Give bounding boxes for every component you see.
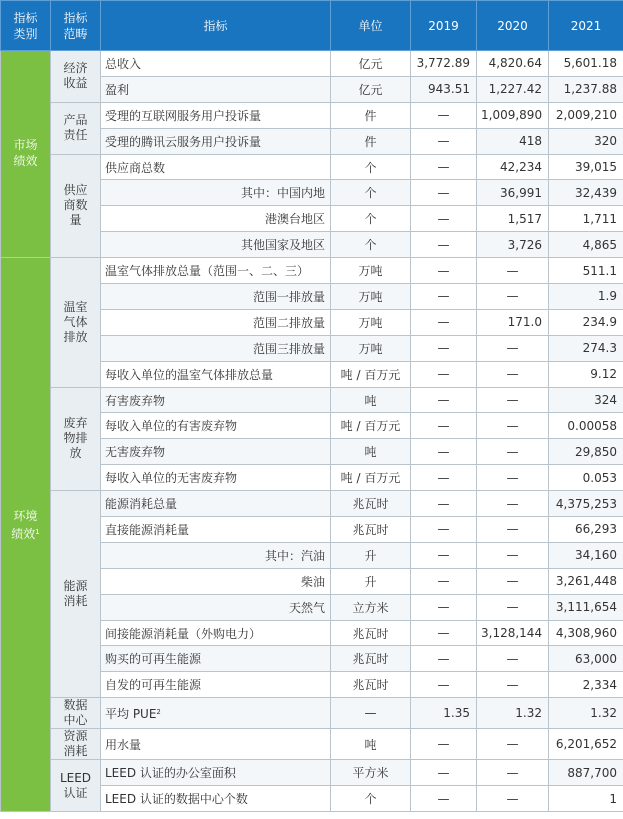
indicator-cell xyxy=(101,760,331,786)
indicator-label: 间接能源消耗量（外购电力） xyxy=(105,626,262,641)
value-cell-2020: — xyxy=(477,542,549,568)
value-cell-2021: 2,009,210 xyxy=(549,102,623,128)
value-cell-2021: 6,201,652 xyxy=(549,729,623,760)
table-row xyxy=(1,729,623,760)
scope-label: 经济 收益 xyxy=(63,61,88,91)
value-cell-2019: — xyxy=(411,672,477,698)
table-row xyxy=(1,154,623,180)
value-cell-2020: 1.32 xyxy=(477,698,549,729)
scope-cell-energy xyxy=(51,491,101,698)
indicator-cell xyxy=(101,128,331,154)
header-row xyxy=(1,1,623,51)
indicator-label: 其中：中国内地 xyxy=(240,186,325,201)
value-cell-2019: — xyxy=(411,128,477,154)
value-cell-2019: — xyxy=(411,284,477,310)
indicator-cell xyxy=(101,154,331,180)
unit-cell: 兆瓦时 xyxy=(331,620,411,646)
value-cell-2020: — xyxy=(477,760,549,786)
unit-cell: 平方米 xyxy=(331,760,411,786)
table-row xyxy=(1,760,623,786)
value-cell-2021: 2,334 xyxy=(549,672,623,698)
indicator-label: 购买的可再生能源 xyxy=(105,652,202,667)
value-cell-2020: 1,009,890 xyxy=(477,102,549,128)
value-cell-2019: 943.51 xyxy=(411,76,477,102)
header-2021: 2021 xyxy=(549,1,623,51)
indicator-label: 每收入单位的无害废弃物 xyxy=(105,471,238,486)
header-2020: 2020 xyxy=(477,1,549,51)
value-cell-2021: 320 xyxy=(549,128,623,154)
unit-cell: 亿元 xyxy=(331,51,411,77)
value-cell-2020: 1,227.42 xyxy=(477,76,549,102)
value-cell-2020: 42,234 xyxy=(477,154,549,180)
unit-cell: 吨 / 百万元 xyxy=(331,413,411,439)
scope-label: 数据 中心 xyxy=(63,698,88,728)
category-cell-market xyxy=(1,51,51,258)
value-cell-2021: 4,375,253 xyxy=(549,491,623,517)
indicator-cell xyxy=(101,491,331,517)
indicator-cell xyxy=(101,542,331,568)
value-cell-2021: 1.32 xyxy=(549,698,623,729)
unit-cell: 兆瓦时 xyxy=(331,672,411,698)
indicator-cell xyxy=(101,232,331,258)
indicator-label: 范围三排放量 xyxy=(252,341,325,356)
value-cell-2019: — xyxy=(411,465,477,491)
scope-cell-resource xyxy=(51,729,101,760)
value-cell-2021: 39,015 xyxy=(549,154,623,180)
indicator-label: 有害废弃物 xyxy=(105,393,166,408)
scope-cell-product xyxy=(51,102,101,154)
indicator-label: 用水量 xyxy=(105,737,142,752)
value-cell-2020: — xyxy=(477,568,549,594)
unit-cell: 兆瓦时 xyxy=(331,646,411,672)
scope-cell-waste xyxy=(51,387,101,491)
indicator-cell xyxy=(101,620,331,646)
value-cell-2020: — xyxy=(477,413,549,439)
indicator-cell xyxy=(101,102,331,128)
indicator-cell xyxy=(101,729,331,760)
table-row xyxy=(1,51,623,77)
header-scope-label: 指标 范畴 xyxy=(63,10,88,41)
value-cell-2021: 234.9 xyxy=(549,309,623,335)
indicator-label: LEED 认证的办公室面积 xyxy=(105,766,236,781)
value-cell-2019: — xyxy=(411,760,477,786)
scope-label: 能源 消耗 xyxy=(63,579,88,609)
indicator-label: 供应商总数 xyxy=(105,160,166,175)
value-cell-2019: — xyxy=(411,491,477,517)
value-cell-2020: 3,726 xyxy=(477,232,549,258)
unit-cell: 兆瓦时 xyxy=(331,517,411,543)
value-cell-2019: — xyxy=(411,439,477,465)
unit-cell: 吨 xyxy=(331,387,411,413)
value-cell-2019: — xyxy=(411,620,477,646)
indicator-label: 每收入单位的温室气体排放总量 xyxy=(105,367,274,382)
value-cell-2021: 66,293 xyxy=(549,517,623,543)
indicator-label: 自发的可再生能源 xyxy=(105,678,202,693)
indicator-label: 平均 PUE xyxy=(105,706,157,721)
value-cell-2021: 29,850 xyxy=(549,439,623,465)
value-cell-2021: 274.3 xyxy=(549,335,623,361)
value-cell-2020: — xyxy=(477,439,549,465)
header-category xyxy=(1,1,51,51)
indicator-cell xyxy=(101,646,331,672)
value-cell-2019: 1.35 xyxy=(411,698,477,729)
indicator-label: 范围一排放量 xyxy=(252,289,325,304)
indicator-cell xyxy=(101,309,331,335)
indicator-label: 受理的互联网服务用户投诉量 xyxy=(105,108,262,123)
indicator-label: 能源消耗总量 xyxy=(105,497,178,512)
value-cell-2020: — xyxy=(477,258,549,284)
value-cell-2019: — xyxy=(411,154,477,180)
indicator-cell xyxy=(101,284,331,310)
category-cell-environment xyxy=(1,258,51,812)
value-cell-2021: 1.9 xyxy=(549,284,623,310)
indicator-label: 无害废弃物 xyxy=(105,445,166,460)
scope-cell-supplier xyxy=(51,154,101,258)
unit-cell: 兆瓦时 xyxy=(331,491,411,517)
value-cell-2021: 4,308,960 xyxy=(549,620,623,646)
unit-cell: 个 xyxy=(331,154,411,180)
unit-cell: 吨 / 百万元 xyxy=(331,465,411,491)
unit-cell: 升 xyxy=(331,568,411,594)
value-cell-2019: — xyxy=(411,258,477,284)
unit-cell: — xyxy=(331,698,411,729)
scope-label: 供应 商数 量 xyxy=(63,183,88,228)
value-cell-2021: 1,237.88 xyxy=(549,76,623,102)
indicator-label: 其他国家及地区 xyxy=(240,238,325,253)
value-cell-2020: — xyxy=(477,786,549,812)
scope-cell-datacenter xyxy=(51,698,101,729)
value-cell-2021: 32,439 xyxy=(549,180,623,206)
value-cell-2020: — xyxy=(477,729,549,760)
unit-cell: 个 xyxy=(331,206,411,232)
indicator-cell xyxy=(101,206,331,232)
indicator-cell xyxy=(101,568,331,594)
indicator-cell xyxy=(101,180,331,206)
indicator-cell xyxy=(101,413,331,439)
scope-cell-leed xyxy=(51,760,101,812)
value-cell-2020: — xyxy=(477,335,549,361)
value-cell-2021: 34,160 xyxy=(549,542,623,568)
indicator-label: 直接能源消耗量 xyxy=(105,522,190,537)
value-cell-2020: 418 xyxy=(477,128,549,154)
value-cell-2021: 4,865 xyxy=(549,232,623,258)
value-cell-2019: — xyxy=(411,594,477,620)
value-cell-2021: 887,700 xyxy=(549,760,623,786)
category-label: 市场 绩效 xyxy=(13,138,38,168)
value-cell-2020: — xyxy=(477,387,549,413)
value-cell-2019: — xyxy=(411,361,477,387)
scope-label: 废弃 物排 放 xyxy=(63,416,88,461)
value-cell-2019: — xyxy=(411,206,477,232)
unit-cell: 立方米 xyxy=(331,594,411,620)
indicator-cell xyxy=(101,439,331,465)
value-cell-2020: — xyxy=(477,491,549,517)
indicator-cell xyxy=(101,594,331,620)
indicator-label: 受理的腾讯云服务用户投诉量 xyxy=(105,134,262,149)
value-cell-2019: — xyxy=(411,180,477,206)
value-cell-2019: — xyxy=(411,102,477,128)
table-row xyxy=(1,258,623,284)
value-cell-2020: — xyxy=(477,672,549,698)
value-cell-2020: — xyxy=(477,361,549,387)
indicator-cell xyxy=(101,517,331,543)
unit-cell: 件 xyxy=(331,128,411,154)
unit-cell: 万吨 xyxy=(331,309,411,335)
value-cell-2019: — xyxy=(411,568,477,594)
indicator-label: 港澳台地区 xyxy=(264,212,325,227)
value-cell-2020: — xyxy=(477,517,549,543)
indicator-cell xyxy=(101,387,331,413)
indicator-label: 其中：汽油 xyxy=(264,548,325,563)
indicator-cell xyxy=(101,465,331,491)
scope-label: 资源 消耗 xyxy=(63,729,88,759)
value-cell-2021: 324 xyxy=(549,387,623,413)
value-cell-2021: 1 xyxy=(549,786,623,812)
value-cell-2019: — xyxy=(411,232,477,258)
header-category-label: 指标 类别 xyxy=(13,10,38,41)
unit-cell: 个 xyxy=(331,786,411,812)
indicator-cell xyxy=(101,698,331,729)
indicator-cell xyxy=(101,76,331,102)
value-cell-2020: — xyxy=(477,594,549,620)
unit-cell: 吨 / 百万元 xyxy=(331,361,411,387)
indicator-cell xyxy=(101,672,331,698)
value-cell-2019: — xyxy=(411,517,477,543)
value-cell-2020: — xyxy=(477,284,549,310)
value-cell-2021: 1,711 xyxy=(549,206,623,232)
scope-label: LEED 认证 xyxy=(59,770,92,800)
header-scope xyxy=(51,1,101,51)
value-cell-2021: 0.053 xyxy=(549,465,623,491)
value-cell-2021: 0.00058 xyxy=(549,413,623,439)
unit-cell: 个 xyxy=(331,232,411,258)
footnote-marker: 2 xyxy=(156,707,161,716)
unit-cell: 个 xyxy=(331,180,411,206)
table-body xyxy=(1,51,623,812)
indicator-label: 总收入 xyxy=(105,56,142,71)
unit-cell: 万吨 xyxy=(331,284,411,310)
unit-cell: 亿元 xyxy=(331,76,411,102)
value-cell-2019: — xyxy=(411,542,477,568)
indicator-label: LEED 认证的数据中心个数 xyxy=(105,792,248,807)
category-label: 环境 绩效 xyxy=(11,509,38,542)
header-unit: 单位 xyxy=(331,1,411,51)
indicator-label: 盈利 xyxy=(105,82,130,97)
unit-cell: 万吨 xyxy=(331,258,411,284)
value-cell-2019: 3,772.89 xyxy=(411,51,477,77)
value-cell-2019: — xyxy=(411,786,477,812)
header-2019: 2019 xyxy=(411,1,477,51)
value-cell-2021: 9.12 xyxy=(549,361,623,387)
indicator-cell xyxy=(101,335,331,361)
value-cell-2020: 1,517 xyxy=(477,206,549,232)
unit-cell: 吨 xyxy=(331,729,411,760)
indicator-cell xyxy=(101,51,331,77)
value-cell-2021: 3,111,654 xyxy=(549,594,623,620)
value-cell-2020: 4,820.64 xyxy=(477,51,549,77)
scope-cell-econ xyxy=(51,51,101,103)
indicator-label: 每收入单位的有害废弃物 xyxy=(105,419,238,434)
scope-label: 产品 责任 xyxy=(63,113,88,143)
value-cell-2019: — xyxy=(411,646,477,672)
header-indicator: 指标 xyxy=(101,1,331,51)
unit-cell: 件 xyxy=(331,102,411,128)
indicator-cell xyxy=(101,786,331,812)
table-row xyxy=(1,491,623,517)
scope-cell-ghg xyxy=(51,258,101,387)
footnote-marker: 1 xyxy=(35,528,40,537)
table-row xyxy=(1,698,623,729)
value-cell-2019: — xyxy=(411,387,477,413)
value-cell-2021: 511.1 xyxy=(549,258,623,284)
indicator-cell xyxy=(101,258,331,284)
unit-cell: 万吨 xyxy=(331,335,411,361)
value-cell-2020: — xyxy=(477,646,549,672)
value-cell-2020: 3,128,144 xyxy=(477,620,549,646)
indicator-label: 范围二排放量 xyxy=(252,315,325,330)
indicator-label: 温室气体排放总量（范围一、二、三） xyxy=(105,264,310,279)
value-cell-2020: — xyxy=(477,465,549,491)
indicator-label: 天然气 xyxy=(288,600,325,615)
value-cell-2019: — xyxy=(411,413,477,439)
value-cell-2021: 63,000 xyxy=(549,646,623,672)
value-cell-2019: — xyxy=(411,729,477,760)
indicator-cell xyxy=(101,361,331,387)
value-cell-2020: 171.0 xyxy=(477,309,549,335)
table-row xyxy=(1,387,623,413)
indicator-label: 柴油 xyxy=(300,574,325,589)
value-cell-2021: 3,261,448 xyxy=(549,568,623,594)
unit-cell: 吨 xyxy=(331,439,411,465)
value-cell-2021: 5,601.18 xyxy=(549,51,623,77)
scope-label: 温室 气体 排放 xyxy=(63,299,88,344)
value-cell-2019: — xyxy=(411,309,477,335)
table-row xyxy=(1,102,623,128)
value-cell-2019: — xyxy=(411,335,477,361)
value-cell-2020: 36,991 xyxy=(477,180,549,206)
unit-cell: 升 xyxy=(331,542,411,568)
